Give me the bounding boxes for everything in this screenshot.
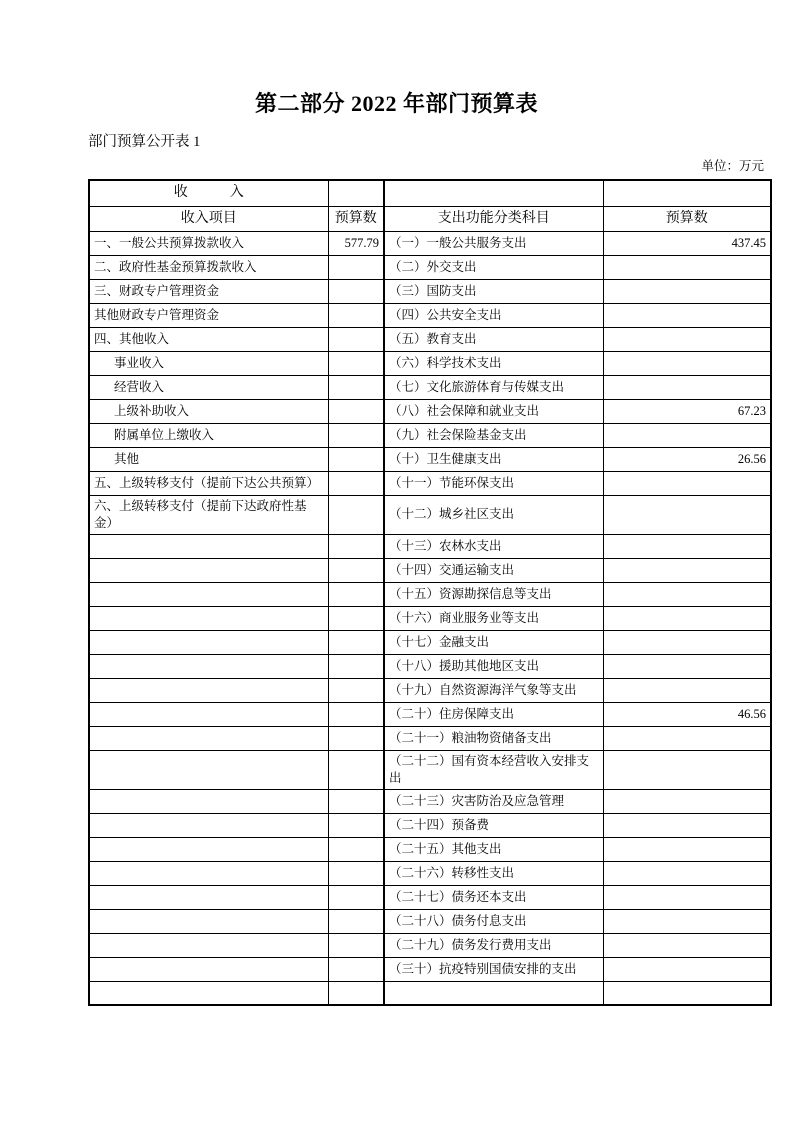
cell-expense: （十三）农林水支出 [384, 534, 603, 558]
cell-expense-value [603, 558, 771, 582]
cell-expense-value [603, 861, 771, 885]
cell-income-value [328, 678, 384, 702]
expense-item-header: 支出功能分类科目 [384, 207, 603, 232]
cell-income [89, 909, 328, 933]
cell-expense-value: 437.45 [603, 232, 771, 256]
cell-expense: （十八）援助其他地区支出 [384, 654, 603, 678]
cell-expense: （二十）住房保障支出 [384, 702, 603, 726]
cell-income [89, 702, 328, 726]
cell-income-value [328, 496, 384, 535]
cell-income-value [328, 400, 384, 424]
empty-header-cell [603, 180, 771, 207]
cell-expense: （一）一般公共服务支出 [384, 232, 603, 256]
cell-income: 经营收入 [89, 376, 328, 400]
cell-income-value [328, 813, 384, 837]
cell-expense-value [603, 630, 771, 654]
table-row [89, 496, 771, 535]
cell-income [89, 630, 328, 654]
table-row [89, 534, 771, 558]
cell-expense-value [603, 933, 771, 957]
table-row [89, 630, 771, 654]
table-row [89, 837, 771, 861]
cell-income: 其他财政专户管理资金 [89, 304, 328, 328]
cell-expense-value [603, 909, 771, 933]
cell-income: 一、一般公共预算拨款收入 [89, 232, 328, 256]
table-row [89, 885, 771, 909]
empty-header-cell [384, 180, 603, 207]
cell-income-value [328, 280, 384, 304]
cell-income [89, 750, 328, 789]
cell-expense: （七）文化旅游体育与传媒支出 [384, 376, 603, 400]
income-item-header: 收入项目 [89, 207, 328, 232]
cell-expense-value [603, 256, 771, 280]
cell-income [89, 957, 328, 981]
unit-label: 单位：万元 [701, 159, 764, 173]
cell-income [89, 861, 328, 885]
cell-expense-value [603, 328, 771, 352]
table-row [89, 352, 771, 376]
cell-income-value [328, 750, 384, 789]
cell-income [89, 678, 328, 702]
budget-table [88, 179, 772, 1006]
table-row [89, 678, 771, 702]
cell-income [89, 885, 328, 909]
table-row [89, 957, 771, 981]
table-row [89, 981, 771, 1005]
cell-expense-value [603, 957, 771, 981]
cell-expense: （十六）商业服务业等支出 [384, 606, 603, 630]
table-row [89, 789, 771, 813]
cell-income-value [328, 837, 384, 861]
table-row [89, 256, 771, 280]
cell-income-value [328, 981, 384, 1005]
cell-expense-value: 46.56 [603, 702, 771, 726]
cell-expense-value [603, 726, 771, 750]
budget-table-body [89, 232, 771, 1006]
cell-expense-value [603, 496, 771, 535]
cell-expense: （十）卫生健康支出 [384, 448, 603, 472]
cell-income-value [328, 630, 384, 654]
cell-income [89, 933, 328, 957]
cell-expense-value [603, 789, 771, 813]
cell-expense-value [603, 750, 771, 789]
cell-expense: （二十二）国有资本经营收入安排支出 [384, 750, 603, 789]
cell-income-value [328, 606, 384, 630]
cell-expense-value [603, 582, 771, 606]
cell-income-value [328, 654, 384, 678]
cell-expense: （十九）自然资源海洋气象等支出 [384, 678, 603, 702]
cell-income: 五、上级转移支付（提前下达公共预算） [89, 472, 328, 496]
cell-expense: （二十五）其他支出 [384, 837, 603, 861]
cell-expense: （二十八）债务付息支出 [384, 909, 603, 933]
cell-income: 上级补助收入 [89, 400, 328, 424]
cell-expense-value [603, 424, 771, 448]
cell-expense: （十七）金融支出 [384, 630, 603, 654]
cell-expense: （二十六）转移性支出 [384, 861, 603, 885]
cell-income: 六、上级转移支付（提前下达政府性基金） [89, 496, 328, 535]
cell-income [89, 837, 328, 861]
page-title: 第二部分 2022 年部门预算表 [254, 91, 538, 116]
cell-income-value [328, 726, 384, 750]
cell-expense: （二十七）债务还本支出 [384, 885, 603, 909]
cell-expense-value [603, 654, 771, 678]
cell-expense-value [603, 352, 771, 376]
cell-expense: （十五）资源勘探信息等支出 [384, 582, 603, 606]
cell-income: 三、财政专户管理资金 [89, 280, 328, 304]
cell-income-value [328, 789, 384, 813]
table-section-header-row [89, 180, 771, 207]
table-row [89, 424, 771, 448]
cell-income-value [328, 933, 384, 957]
table-row [89, 861, 771, 885]
cell-expense-value: 67.23 [603, 400, 771, 424]
cell-income-value [328, 957, 384, 981]
cell-expense-value [603, 304, 771, 328]
cell-expense: （十四）交通运输支出 [384, 558, 603, 582]
cell-expense: （三）国防支出 [384, 280, 603, 304]
income-section-label: 收 入 [89, 180, 328, 207]
cell-expense-value [603, 837, 771, 861]
cell-income-value [328, 328, 384, 352]
cell-income [89, 654, 328, 678]
cell-expense: （九）社会保险基金支出 [384, 424, 603, 448]
cell-income-value [328, 256, 384, 280]
cell-income: 附属单位上缴收入 [89, 424, 328, 448]
table-row [89, 280, 771, 304]
table-header-row [89, 207, 771, 232]
table-row [89, 472, 771, 496]
cell-expense-value [603, 885, 771, 909]
cell-income: 其他 [89, 448, 328, 472]
table-row [89, 328, 771, 352]
cell-income [89, 606, 328, 630]
cell-expense: （八）社会保障和就业支出 [384, 400, 603, 424]
cell-income-value [328, 304, 384, 328]
cell-income: 二、政府性基金预算拨款收入 [89, 256, 328, 280]
cell-income-value [328, 472, 384, 496]
table-row [89, 702, 771, 726]
cell-income [89, 726, 328, 750]
cell-income-value [328, 424, 384, 448]
cell-expense-value [603, 678, 771, 702]
cell-expense-value [603, 472, 771, 496]
table-row [89, 448, 771, 472]
table-row [89, 606, 771, 630]
cell-income-value [328, 376, 384, 400]
cell-expense: （五）教育支出 [384, 328, 603, 352]
empty-header-cell [328, 180, 384, 207]
expense-budget-header: 预算数 [603, 207, 771, 232]
table-row [89, 582, 771, 606]
income-budget-header: 预算数 [328, 207, 384, 232]
cell-income [89, 789, 328, 813]
cell-income: 事业收入 [89, 352, 328, 376]
cell-income [89, 534, 328, 558]
cell-income [89, 582, 328, 606]
cell-expense: （四）公共安全支出 [384, 304, 603, 328]
table-row [89, 376, 771, 400]
cell-income-value [328, 582, 384, 606]
cell-expense-value [603, 813, 771, 837]
cell-income-value [328, 702, 384, 726]
cell-expense-value [603, 376, 771, 400]
cell-income-value [328, 861, 384, 885]
cell-income-value [328, 558, 384, 582]
cell-expense-value: 26.56 [603, 448, 771, 472]
cell-income [89, 981, 328, 1005]
cell-expense: （二）外交支出 [384, 256, 603, 280]
cell-expense: （二十四）预备费 [384, 813, 603, 837]
cell-income-value [328, 534, 384, 558]
cell-expense [384, 981, 603, 1005]
cell-income-value: 577.79 [328, 232, 384, 256]
table-row [89, 400, 771, 424]
table-row [89, 750, 771, 789]
table-row [89, 909, 771, 933]
table-row [89, 654, 771, 678]
cell-expense: （三十）抗疫特别国债安排的支出 [384, 957, 603, 981]
cell-expense: （十一）节能环保支出 [384, 472, 603, 496]
table-row [89, 232, 771, 256]
table-row [89, 813, 771, 837]
cell-expense: （二十一）粮油物资储备支出 [384, 726, 603, 750]
table-caption: 部门预算公开表 1 [88, 134, 201, 150]
cell-income-value [328, 885, 384, 909]
cell-expense: （十二）城乡社区支出 [384, 496, 603, 535]
table-row [89, 726, 771, 750]
table-row [89, 933, 771, 957]
cell-income-value [328, 448, 384, 472]
table-row [89, 304, 771, 328]
cell-income: 四、其他收入 [89, 328, 328, 352]
cell-expense: （二十三）灾害防治及应急管理 [384, 789, 603, 813]
cell-expense-value [603, 280, 771, 304]
table-row [89, 558, 771, 582]
cell-income [89, 813, 328, 837]
cell-income-value [328, 352, 384, 376]
cell-income-value [328, 909, 384, 933]
cell-expense-value [603, 981, 771, 1005]
cell-expense-value [603, 606, 771, 630]
cell-expense-value [603, 534, 771, 558]
cell-income [89, 558, 328, 582]
cell-expense: （二十九）债务发行费用支出 [384, 933, 603, 957]
cell-expense: （六）科学技术支出 [384, 352, 603, 376]
